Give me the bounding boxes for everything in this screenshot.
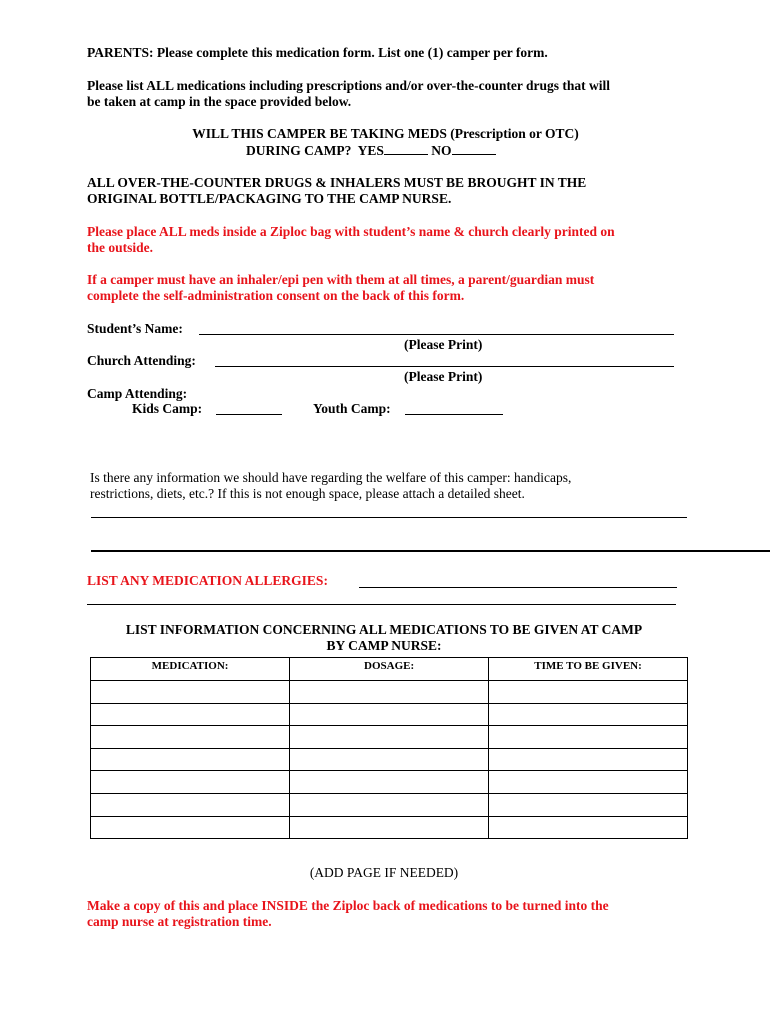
student-name-label: Student’s Name: [87, 321, 183, 336]
welfare-line-2: restrictions, diets, etc.? If this is not enough space, please attach a detailed sheet. [90, 486, 525, 501]
welfare-line-1: Is there any information we should have regarding the welfare of this camper: handicaps, [90, 470, 572, 485]
inhaler-notice-line-2: complete the self-administration consent on the back of this form. [87, 288, 465, 303]
welfare-field-line-1[interactable] [91, 517, 687, 518]
time-cell[interactable] [489, 748, 688, 771]
header-dosage: DOSAGE: [290, 658, 489, 681]
meds-heading-line-1: LIST INFORMATION CONCERNING ALL MEDICATIONS TO BE GIVEN AT CAMP [125, 622, 643, 637]
medication-cell[interactable] [91, 748, 290, 771]
youth-camp-field[interactable] [405, 414, 503, 415]
medication-cell[interactable] [91, 681, 290, 704]
medication-cell[interactable] [91, 816, 290, 839]
otc-notice-line-2: ORIGINAL BOTTLE/PACKAGING TO THE CAMP NURSE. [87, 191, 452, 206]
header-medication: MEDICATION: [91, 658, 290, 681]
medication-cell[interactable] [91, 793, 290, 816]
dosage-cell[interactable] [290, 703, 489, 726]
medication-table [90, 657, 688, 839]
allergies-field-line-1[interactable] [359, 587, 677, 588]
table-header-row [91, 658, 688, 681]
dosage-cell[interactable] [290, 681, 489, 704]
question-line-2 [246, 142, 496, 159]
please-print-2: (Please Print) [404, 369, 483, 384]
dosage-cell[interactable] [290, 748, 489, 771]
dosage-cell[interactable] [290, 793, 489, 816]
time-cell[interactable] [489, 726, 688, 749]
camp-attending-label: Camp Attending: [87, 386, 188, 401]
question-during-camp: DURING CAMP? [246, 143, 352, 158]
meds-heading-line-2: BY CAMP NURSE: [326, 638, 442, 653]
yes-label: YES [357, 143, 384, 158]
church-field[interactable] [215, 366, 674, 367]
medication-cell[interactable] [91, 726, 290, 749]
allergies-label: LIST ANY MEDICATION ALLERGIES: [87, 573, 328, 588]
footer-line-1: Make a copy of this and place INSIDE the Ziploc back of medications to be turned into the [87, 898, 609, 913]
student-name-field[interactable] [199, 334, 674, 335]
table-row [91, 703, 688, 726]
ziploc-notice-line-2: the outside. [87, 240, 154, 255]
dosage-cell[interactable] [290, 771, 489, 794]
table-row [91, 771, 688, 794]
time-cell[interactable] [489, 793, 688, 816]
table-row [91, 816, 688, 839]
kids-camp-field[interactable] [216, 414, 282, 415]
table-row [91, 748, 688, 771]
intro-line-2a: Please list ALL medications including prescriptions and/or over-the-counter drugs that will [87, 78, 611, 93]
time-cell[interactable] [489, 703, 688, 726]
question-line-1: WILL THIS CAMPER BE TAKING MEDS (Prescription or OTC) [192, 126, 579, 141]
inhaler-notice-line-1: If a camper must have an inhaler/epi pen with them at all times, a parent/guardian must [87, 272, 595, 287]
kids-camp-label: Kids Camp: [132, 401, 203, 416]
intro-line-2b: be taken at camp in the space provided below. [87, 94, 352, 109]
table-row [91, 726, 688, 749]
footer-line-2: camp nurse at registration time. [87, 914, 272, 929]
time-cell[interactable] [489, 771, 688, 794]
time-cell[interactable] [489, 816, 688, 839]
no-field[interactable] [452, 142, 496, 155]
youth-camp-label: Youth Camp: [313, 401, 391, 416]
dosage-cell[interactable] [290, 816, 489, 839]
dosage-cell[interactable] [290, 726, 489, 749]
ziploc-notice-line-1: Please place ALL meds inside a Ziploc bag with student’s name & church clearly printed on [87, 224, 615, 239]
time-cell[interactable] [489, 681, 688, 704]
intro-line-1: PARENTS: Please complete this medication form. List one (1) camper per form. [87, 45, 548, 60]
medication-cell[interactable] [91, 703, 290, 726]
please-print-1: (Please Print) [404, 337, 483, 352]
add-page-note: (ADD PAGE IF NEEDED) [309, 865, 459, 880]
church-label: Church Attending: [87, 353, 196, 368]
welfare-field-line-2[interactable] [91, 550, 770, 552]
otc-notice-line-1: ALL OVER-THE-COUNTER DRUGS & INHALERS MUST BE BROUGHT IN THE [87, 175, 587, 190]
table-row [91, 793, 688, 816]
yes-field[interactable] [384, 142, 428, 155]
allergies-field-line-2[interactable] [87, 604, 676, 605]
header-time-to-be-given: TIME TO BE GIVEN: [489, 658, 688, 681]
medication-cell[interactable] [91, 771, 290, 794]
table-row [91, 681, 688, 704]
no-label: NO [431, 143, 452, 158]
